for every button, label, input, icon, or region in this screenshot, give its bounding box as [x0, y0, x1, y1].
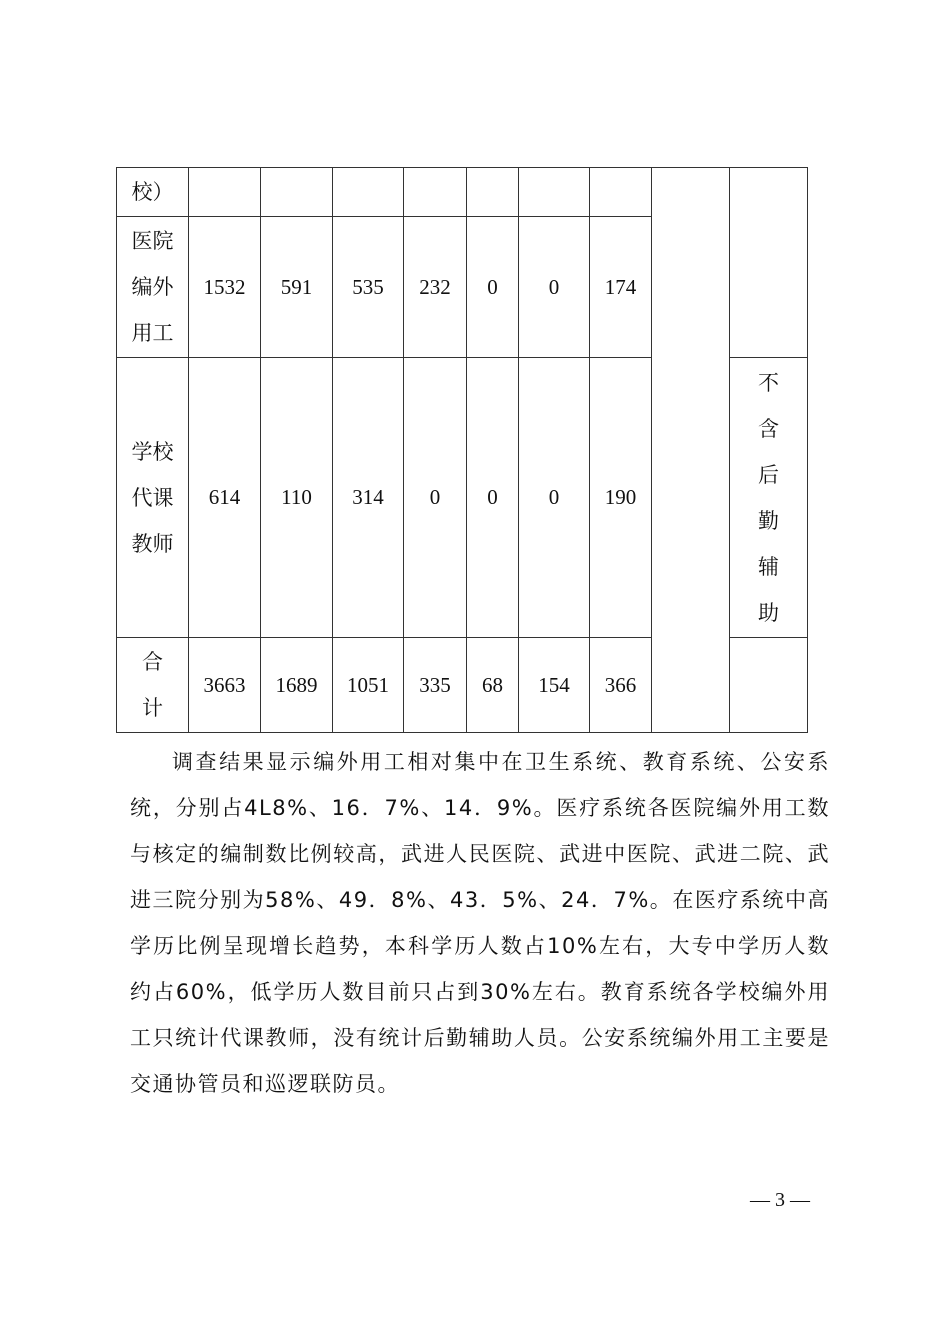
total-label: 合 计 [117, 638, 189, 733]
blank-column [652, 168, 730, 733]
remark-cell: 不 含 后 勤 辅 助 [730, 358, 808, 638]
table-cell: 335 [404, 638, 467, 733]
table-cell: 1532 [189, 217, 261, 358]
table-cell: 154 [519, 638, 590, 733]
table-cell [261, 168, 333, 217]
table-cell: 0 [467, 358, 519, 638]
table-cell: 0 [404, 358, 467, 638]
table-cell: 535 [333, 217, 404, 358]
table-cell [590, 168, 652, 217]
table-cell: 1051 [333, 638, 404, 733]
table-cell: 0 [519, 217, 590, 358]
table-cell [333, 168, 404, 217]
body-text [130, 739, 830, 1107]
blank-cell [730, 638, 808, 733]
table-cell: 0 [519, 358, 590, 638]
paragraph: 调查结果显示编外用工相对集中在卫生系统、教育系统、公安系统，分别占4L8%、16．7%、14．9%。医疗系统各医院编外用工数与核定的编制数比例较高，武进人民医院、武进中医院、武进二院、武进三院分别为58%、49．8%、43．5%、24．7%。在医疗系统中高学历比例呈现增长趋势，本科学历人数占10%左右，大专中学历人数约占60%，低学历人数目前只占到30%左右。教育系统各学校编外用工只统计代课教师，没有统计后勤辅助人员。公安系统编外用工主要是交通协管员和巡逻联防员。 [130, 750, 830, 1096]
page-number: — 3 — [750, 1189, 810, 1211]
row-label: 学校 代课 教师 [117, 358, 189, 638]
row-label: 医院 编外 用工 [117, 217, 189, 358]
table-row [117, 168, 808, 217]
table-cell [404, 168, 467, 217]
table-cell: 1689 [261, 638, 333, 733]
table-cell: 174 [590, 217, 652, 358]
table-cell: 614 [189, 358, 261, 638]
table-cell: 314 [333, 358, 404, 638]
table-cell: 110 [261, 358, 333, 638]
table-cell: 0 [467, 217, 519, 358]
table-cell: 3663 [189, 638, 261, 733]
table-cell: 591 [261, 217, 333, 358]
statistics-table [116, 167, 808, 733]
table-cell [467, 168, 519, 217]
table-cell: 232 [404, 217, 467, 358]
table-cell: 68 [467, 638, 519, 733]
table-cell: 190 [590, 358, 652, 638]
table-cell [189, 168, 261, 217]
table-cell: 366 [590, 638, 652, 733]
table-cell [519, 168, 590, 217]
blank-cell [730, 168, 808, 358]
row-label: 校） [117, 168, 189, 217]
